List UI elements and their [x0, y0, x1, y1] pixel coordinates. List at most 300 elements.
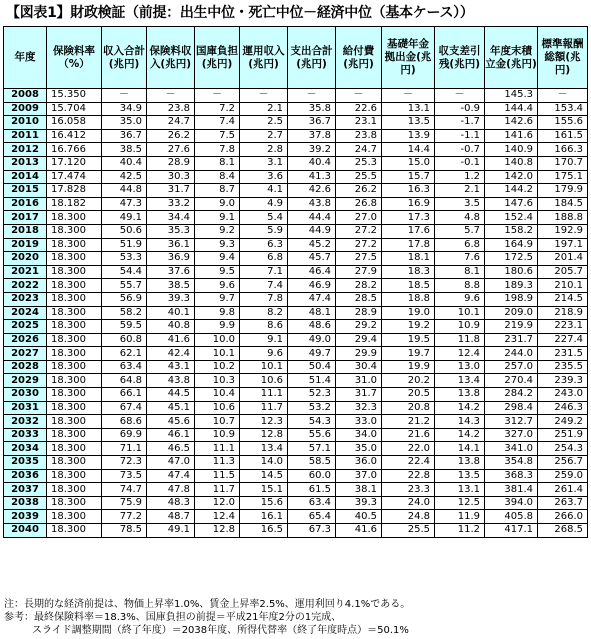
value-cell: 256.7 — [538, 456, 588, 470]
value-cell: 26.8 — [336, 197, 382, 211]
value-cell: 58.5 — [288, 456, 336, 470]
value-cell: 18.300 — [47, 456, 102, 470]
value-cell: 10.9 — [195, 428, 240, 442]
value-cell: 12.3 — [240, 415, 288, 429]
year-cell: 2039 — [4, 510, 47, 524]
value-cell: － — [382, 89, 435, 103]
value-cell: -0.7 — [435, 143, 485, 157]
value-cell: 10.3 — [195, 374, 240, 388]
value-cell: 18.300 — [47, 388, 102, 402]
table-row — [4, 442, 588, 456]
value-cell: 28.5 — [336, 292, 382, 306]
value-cell: 69.9 — [102, 428, 147, 442]
value-cell: 249.2 — [538, 415, 588, 429]
value-cell: 354.8 — [485, 456, 538, 470]
value-cell: 67.4 — [102, 401, 147, 415]
value-cell: 43.8 — [147, 374, 195, 388]
column-header: 支出合計(兆円) — [288, 27, 336, 89]
year-cell: 2037 — [4, 483, 47, 497]
value-cell: 16.766 — [47, 143, 102, 157]
value-cell: 41.3 — [288, 170, 336, 184]
value-cell: 4.1 — [240, 184, 288, 198]
value-cell: 65.4 — [288, 510, 336, 524]
value-cell: 13.5 — [382, 116, 435, 130]
value-cell: 36.7 — [102, 129, 147, 143]
value-cell: 7.4 — [240, 279, 288, 293]
value-cell: 35.0 — [336, 442, 382, 456]
year-cell: 2015 — [4, 184, 47, 198]
value-cell: 201.4 — [538, 252, 588, 266]
value-cell: 11.2 — [435, 524, 485, 538]
year-cell: 2010 — [4, 116, 47, 130]
value-cell: 18.300 — [47, 428, 102, 442]
year-cell: 2016 — [4, 197, 47, 211]
value-cell: 205.7 — [538, 265, 588, 279]
value-cell: 58.2 — [102, 306, 147, 320]
value-cell: 51.4 — [288, 374, 336, 388]
value-cell: 28.2 — [336, 279, 382, 293]
value-cell: 34.0 — [336, 428, 382, 442]
value-cell: 2.8 — [240, 143, 288, 157]
value-cell: 243.0 — [538, 388, 588, 402]
value-cell: 53.3 — [102, 252, 147, 266]
value-cell: 46.5 — [147, 442, 195, 456]
value-cell: 394.0 — [485, 496, 538, 510]
table-row — [4, 197, 588, 211]
value-cell: 2.1 — [435, 184, 485, 198]
value-cell: 46.4 — [288, 265, 336, 279]
value-cell: 48.1 — [288, 306, 336, 320]
value-cell: 8.1 — [435, 265, 485, 279]
value-cell: 261.4 — [538, 483, 588, 497]
value-cell: 30.3 — [147, 170, 195, 184]
value-cell: 28.9 — [336, 306, 382, 320]
value-cell: 18.8 — [382, 292, 435, 306]
value-cell: 227.4 — [538, 333, 588, 347]
value-cell: 23.8 — [336, 129, 382, 143]
value-cell: 22.0 — [382, 442, 435, 456]
value-cell: 35.8 — [288, 102, 336, 116]
value-cell: 73.5 — [102, 469, 147, 483]
value-cell: 44.8 — [102, 184, 147, 198]
value-cell: 41.6 — [147, 333, 195, 347]
value-cell: 9.2 — [195, 224, 240, 238]
value-cell: 381.4 — [485, 483, 538, 497]
value-cell: 44.4 — [288, 211, 336, 225]
value-cell: 298.4 — [485, 401, 538, 415]
value-cell: 40.4 — [288, 156, 336, 170]
value-cell: 45.7 — [288, 252, 336, 266]
value-cell: 55.7 — [102, 279, 147, 293]
value-cell: － — [102, 89, 147, 103]
table-header-row — [4, 27, 588, 89]
table-row — [4, 360, 588, 374]
column-header: 年度末積立金(兆円) — [485, 27, 538, 89]
value-cell: -1.7 — [435, 116, 485, 130]
value-cell: 209.0 — [485, 306, 538, 320]
table-row — [4, 89, 588, 103]
value-cell: 14.1 — [435, 442, 485, 456]
value-cell: 8.4 — [195, 170, 240, 184]
value-cell: 235.5 — [538, 360, 588, 374]
value-cell: 7.2 — [195, 102, 240, 116]
value-cell: 12.8 — [240, 428, 288, 442]
table-row — [4, 116, 588, 130]
value-cell: 14.4 — [382, 143, 435, 157]
value-cell: 140.9 — [485, 143, 538, 157]
table-row — [4, 279, 588, 293]
value-cell: 9.0 — [195, 197, 240, 211]
value-cell: 144.2 — [485, 184, 538, 198]
column-header: 収支差引残(兆円) — [435, 27, 485, 89]
value-cell: 47.4 — [288, 292, 336, 306]
value-cell: 6.8 — [240, 252, 288, 266]
value-cell: 18.300 — [47, 252, 102, 266]
value-cell: 7.4 — [195, 116, 240, 130]
value-cell: 161.5 — [538, 129, 588, 143]
value-cell: 270.4 — [485, 374, 538, 388]
year-cell: 2031 — [4, 401, 47, 415]
value-cell: 23.3 — [382, 483, 435, 497]
value-cell: 19.9 — [382, 360, 435, 374]
table-row — [4, 129, 588, 143]
column-header: 年度 — [4, 27, 47, 89]
table-row — [4, 211, 588, 225]
value-cell: 11.1 — [195, 442, 240, 456]
value-cell: 44.5 — [147, 388, 195, 402]
value-cell: 7.5 — [195, 129, 240, 143]
value-cell: 17.120 — [47, 156, 102, 170]
value-cell: 140.8 — [485, 156, 538, 170]
value-cell: 40.4 — [102, 156, 147, 170]
year-cell: 2011 — [4, 129, 47, 143]
table-row — [4, 333, 588, 347]
value-cell: 13.4 — [435, 374, 485, 388]
year-cell: 2024 — [4, 306, 47, 320]
value-cell: 47.8 — [147, 483, 195, 497]
value-cell: 257.0 — [485, 360, 538, 374]
value-cell: 45.1 — [147, 401, 195, 415]
value-cell: 27.2 — [336, 224, 382, 238]
value-cell: 189.3 — [485, 279, 538, 293]
column-header: 保険料収入(兆円) — [147, 27, 195, 89]
value-cell: 175.1 — [538, 170, 588, 184]
value-cell: 9.3 — [195, 238, 240, 252]
table-row — [4, 456, 588, 470]
value-cell: 49.1 — [147, 524, 195, 538]
value-cell: 20.2 — [382, 374, 435, 388]
value-cell: 29.2 — [336, 320, 382, 334]
value-cell: 13.8 — [435, 388, 485, 402]
value-cell: 11.5 — [195, 469, 240, 483]
value-cell: 68.6 — [102, 415, 147, 429]
value-cell: 50.4 — [288, 360, 336, 374]
value-cell: 15.1 — [240, 483, 288, 497]
value-cell: 17.474 — [47, 170, 102, 184]
column-header: 給付費(兆円) — [336, 27, 382, 89]
year-cell: 2012 — [4, 143, 47, 157]
value-cell: 179.9 — [538, 184, 588, 198]
value-cell: 7.8 — [195, 143, 240, 157]
value-cell: 9.1 — [240, 333, 288, 347]
value-cell: 46.9 — [288, 279, 336, 293]
value-cell: 172.5 — [485, 252, 538, 266]
value-cell: 251.9 — [538, 428, 588, 442]
year-cell: 2034 — [4, 442, 47, 456]
value-cell: 51.9 — [102, 238, 147, 252]
value-cell: 56.9 — [102, 292, 147, 306]
table-row — [4, 469, 588, 483]
value-cell: 164.9 — [485, 238, 538, 252]
value-cell: 59.5 — [102, 320, 147, 334]
table-row — [4, 143, 588, 157]
value-cell: 24.7 — [147, 116, 195, 130]
table-row — [4, 102, 588, 116]
year-cell: 2008 — [4, 89, 47, 103]
value-cell: 18.3 — [382, 265, 435, 279]
value-cell: 16.1 — [240, 510, 288, 524]
value-cell: 145.3 — [485, 89, 538, 103]
note-line: 参考：最終保険料率＝18.3%、国庫負担の前提＝平成21年度2分の1完成、 — [4, 612, 342, 623]
table-row — [4, 184, 588, 198]
year-cell: 2018 — [4, 224, 47, 238]
value-cell: 21.6 — [382, 428, 435, 442]
table-row — [4, 156, 588, 170]
column-header: 基礎年金拠出金(兆円) — [382, 27, 435, 89]
value-cell: 341.0 — [485, 442, 538, 456]
value-cell: 63.4 — [102, 360, 147, 374]
value-cell: 48.3 — [147, 496, 195, 510]
value-cell: 22.4 — [382, 456, 435, 470]
value-cell: 155.6 — [538, 116, 588, 130]
column-header: 運用収入(兆円) — [240, 27, 288, 89]
value-cell: 18.300 — [47, 347, 102, 361]
value-cell: 37.6 — [147, 265, 195, 279]
table-body — [4, 89, 588, 538]
value-cell: 9.5 — [195, 265, 240, 279]
value-cell: 72.3 — [102, 456, 147, 470]
value-cell: 28.9 — [147, 156, 195, 170]
value-cell: 64.8 — [102, 374, 147, 388]
table-row — [4, 224, 588, 238]
value-cell: 23.8 — [147, 102, 195, 116]
value-cell: 198.9 — [485, 292, 538, 306]
value-cell: 10.0 — [195, 333, 240, 347]
value-cell: 30.4 — [336, 360, 382, 374]
value-cell: 29.9 — [336, 347, 382, 361]
value-cell: 14.5 — [240, 469, 288, 483]
value-cell: － — [240, 89, 288, 103]
value-cell: 19.5 — [382, 333, 435, 347]
value-cell: 368.3 — [485, 469, 538, 483]
value-cell: 15.7 — [382, 170, 435, 184]
value-cell: 18.300 — [47, 224, 102, 238]
value-cell: 266.0 — [538, 510, 588, 524]
value-cell: － — [147, 89, 195, 103]
column-header: 国庫負担(兆円) — [195, 27, 240, 89]
table-row — [4, 388, 588, 402]
value-cell: 11.8 — [435, 333, 485, 347]
value-cell: 9.6 — [195, 279, 240, 293]
value-cell: 5.7 — [435, 224, 485, 238]
value-cell: 18.300 — [47, 333, 102, 347]
value-cell: 26.2 — [336, 184, 382, 198]
year-cell: 2033 — [4, 428, 47, 442]
value-cell: 38.5 — [147, 279, 195, 293]
value-cell: 27.2 — [336, 238, 382, 252]
value-cell: 18.300 — [47, 442, 102, 456]
value-cell: 26.2 — [147, 129, 195, 143]
value-cell: 259.0 — [538, 469, 588, 483]
value-cell: 16.5 — [240, 524, 288, 538]
value-cell: 3.5 — [435, 197, 485, 211]
value-cell: 45.2 — [288, 238, 336, 252]
value-cell: 27.9 — [336, 265, 382, 279]
year-cell: 2009 — [4, 102, 47, 116]
value-cell: 17.8 — [382, 238, 435, 252]
value-cell: 10.7 — [195, 415, 240, 429]
value-cell: 18.300 — [47, 320, 102, 334]
value-cell: 142.0 — [485, 170, 538, 184]
column-header: 保険料率（%） — [47, 27, 102, 89]
value-cell: 13.1 — [382, 102, 435, 116]
value-cell: 18.300 — [47, 238, 102, 252]
value-cell: 19.2 — [382, 320, 435, 334]
value-cell: 36.9 — [147, 252, 195, 266]
value-cell: 49.0 — [288, 333, 336, 347]
year-cell: 2013 — [4, 156, 47, 170]
value-cell: 8.7 — [195, 184, 240, 198]
value-cell: 22.6 — [336, 102, 382, 116]
value-cell: 10.1 — [195, 347, 240, 361]
value-cell: 13.4 — [240, 442, 288, 456]
value-cell: 42.4 — [147, 347, 195, 361]
year-cell: 2028 — [4, 360, 47, 374]
value-cell: 147.6 — [485, 197, 538, 211]
value-cell: 78.5 — [102, 524, 147, 538]
value-cell: 312.7 — [485, 415, 538, 429]
value-cell: 24.7 — [336, 143, 382, 157]
value-cell: 54.3 — [288, 415, 336, 429]
year-cell: 2040 — [4, 524, 47, 538]
value-cell: 18.300 — [47, 374, 102, 388]
value-cell: 60.8 — [102, 333, 147, 347]
value-cell: 15.350 — [47, 89, 102, 103]
value-cell: 152.4 — [485, 211, 538, 225]
value-cell: 8.1 — [195, 156, 240, 170]
value-cell: 32.3 — [336, 401, 382, 415]
value-cell: 18.300 — [47, 292, 102, 306]
value-cell: 44.9 — [288, 224, 336, 238]
year-cell: 2021 — [4, 265, 47, 279]
value-cell: 47.0 — [147, 456, 195, 470]
value-cell: 55.6 — [288, 428, 336, 442]
value-cell: 75.9 — [102, 496, 147, 510]
value-cell: 170.7 — [538, 156, 588, 170]
value-cell: 14.0 — [240, 456, 288, 470]
value-cell: 36.1 — [147, 238, 195, 252]
table-row — [4, 415, 588, 429]
table-row — [4, 428, 588, 442]
value-cell: 63.4 — [288, 496, 336, 510]
table-row — [4, 510, 588, 524]
value-cell: 12.4 — [435, 347, 485, 361]
value-cell: 29.4 — [336, 333, 382, 347]
value-cell: 39.3 — [147, 292, 195, 306]
value-cell: 9.7 — [195, 292, 240, 306]
value-cell: 61.5 — [288, 483, 336, 497]
value-cell: 4.9 — [240, 197, 288, 211]
value-cell: 33.0 — [336, 415, 382, 429]
value-cell: 18.182 — [47, 197, 102, 211]
value-cell: 218.9 — [538, 306, 588, 320]
column-header: 標準報酬総額(兆円) — [538, 27, 588, 89]
value-cell: 12.5 — [435, 496, 485, 510]
value-cell: 33.2 — [147, 197, 195, 211]
value-cell: － — [195, 89, 240, 103]
value-cell: 9.1 — [195, 211, 240, 225]
value-cell: 18.300 — [47, 211, 102, 225]
value-cell: 7.1 — [240, 265, 288, 279]
table-row — [4, 320, 588, 334]
year-cell: 2014 — [4, 170, 47, 184]
value-cell: 9.6 — [435, 292, 485, 306]
table-row — [4, 347, 588, 361]
value-cell: 2.7 — [240, 129, 288, 143]
notes — [4, 598, 410, 637]
value-cell: 11.7 — [240, 401, 288, 415]
value-cell: 210.1 — [538, 279, 588, 293]
value-cell: 15.704 — [47, 102, 102, 116]
table-row — [4, 483, 588, 497]
table-row — [4, 265, 588, 279]
value-cell: 48.6 — [288, 320, 336, 334]
value-cell: 18.300 — [47, 415, 102, 429]
value-cell: 41.6 — [336, 524, 382, 538]
value-cell: 38.1 — [336, 483, 382, 497]
value-cell: 25.5 — [336, 170, 382, 184]
value-cell: 35.0 — [102, 116, 147, 130]
value-cell: 2.5 — [240, 116, 288, 130]
value-cell: 6.3 — [240, 238, 288, 252]
value-cell: 153.4 — [538, 102, 588, 116]
value-cell: 14.3 — [435, 415, 485, 429]
value-cell: -0.1 — [435, 156, 485, 170]
value-cell: 14.2 — [435, 428, 485, 442]
value-cell: 9.4 — [195, 252, 240, 266]
note-line: スライド調整期間（終了年度）＝2038年度、所得代替率（終了年度時点）＝50.1% — [32, 625, 409, 636]
value-cell: 5.9 — [240, 224, 288, 238]
value-cell: 18.1 — [382, 252, 435, 266]
value-cell: 20.5 — [382, 388, 435, 402]
value-cell: 1.2 — [435, 170, 485, 184]
value-cell: 16.412 — [47, 129, 102, 143]
year-cell: 2019 — [4, 238, 47, 252]
value-cell: 22.8 — [382, 469, 435, 483]
value-cell: 47.3 — [102, 197, 147, 211]
value-cell: 19.0 — [382, 306, 435, 320]
value-cell: 43.8 — [288, 197, 336, 211]
value-cell: 144.4 — [485, 102, 538, 116]
value-cell: 10.4 — [195, 388, 240, 402]
value-cell: 38.5 — [102, 143, 147, 157]
value-cell: 17.6 — [382, 224, 435, 238]
value-cell: 27.6 — [147, 143, 195, 157]
value-cell: 6.8 — [435, 238, 485, 252]
value-cell: 180.6 — [485, 265, 538, 279]
table-row — [4, 524, 588, 538]
value-cell: 25.5 — [382, 524, 435, 538]
